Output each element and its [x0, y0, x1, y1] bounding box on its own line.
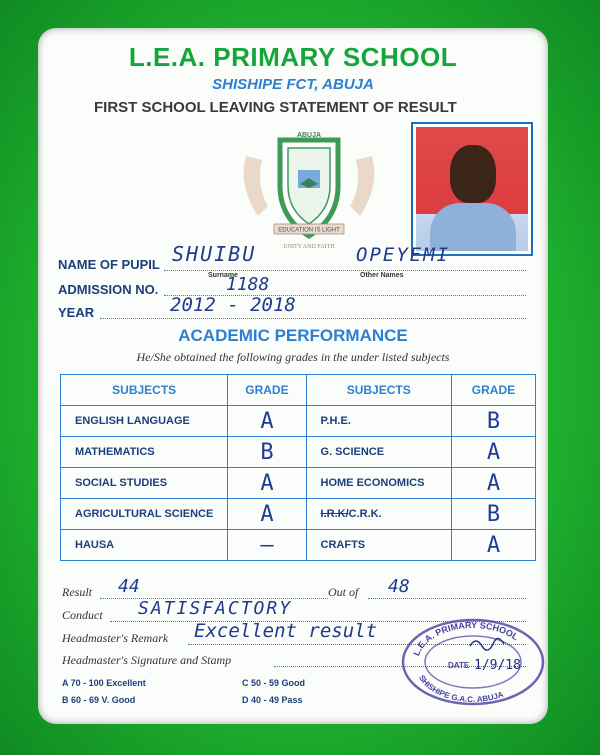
struck-subject: I.R.K/ [320, 508, 349, 520]
grade-cell: B [451, 406, 535, 437]
grade-cell: B [451, 499, 535, 530]
subject-cell: HOME ECONOMICS [306, 468, 451, 499]
subject-cell: AGRICULTURAL SCIENCE [61, 499, 228, 530]
admission-value: 1188 [226, 274, 270, 295]
signature-label: Headmaster's Signature and Stamp [62, 653, 232, 667]
svg-text:SHISHIPE G.A.C. ABUJA [417, 674, 505, 704]
school-location: SHISHIPE FCT, ABUJA [212, 76, 374, 93]
crest-motto: EDUCATION IS LIGHT [278, 227, 340, 234]
year-value: 2012 - 2018 [170, 294, 296, 316]
grade-cell: B [228, 437, 306, 468]
school-stamp [398, 616, 548, 708]
key-d: D 40 - 49 Pass [242, 695, 303, 705]
year-label: YEAR [58, 305, 95, 320]
svg-text:L.E.A. PRIMARY SCHOOL [411, 620, 520, 657]
admission-label: ADMISSION NO. [58, 282, 159, 297]
academic-heading: ACADEMIC PERFORMANCE [178, 326, 408, 345]
conduct-value: SATISFACTORY [138, 598, 293, 619]
name-label: NAME OF PUPIL [58, 257, 160, 272]
subject-cell: CRAFTS [306, 530, 451, 561]
stamp-ring-text: L.E.A. PRIMARY SCHOOL [411, 619, 521, 658]
col-grade-1: GRADE [228, 375, 306, 406]
subject-cell: SOCIAL STUDIES [61, 468, 228, 499]
result-label: Result [62, 585, 92, 599]
grade-cell: A [228, 406, 306, 437]
table-row [61, 406, 536, 437]
crest-sub-motto: UNITY AND FAITH [283, 244, 335, 250]
grade-cell: A [451, 468, 535, 499]
grade-cell: A [451, 437, 535, 468]
key-a: A 70 - 100 Excellent [62, 678, 146, 688]
table-row [61, 499, 536, 530]
grades-table [60, 374, 536, 561]
result-value: 44 [118, 576, 140, 597]
key-b: B 60 - 69 V. Good [62, 695, 136, 705]
subject-cell: G. SCIENCE [306, 437, 451, 468]
subject-cell: HAUSA [61, 530, 228, 561]
subject-text: C.R.K. [348, 508, 382, 520]
pupil-photo [411, 122, 533, 256]
subject-cell: ENGLISH LANGUAGE [61, 406, 228, 437]
grade-cell: A [228, 468, 306, 499]
other-names-caption: Other Names [360, 272, 404, 279]
grade-cell: A [228, 499, 306, 530]
table-row [61, 468, 536, 499]
out-of-line [368, 598, 526, 599]
grade-cell: A [451, 530, 535, 561]
school-crest [238, 126, 380, 254]
stamp-date-value: 1/9/18 [474, 658, 521, 673]
surname-value: SHUIBU [172, 242, 257, 266]
academic-subtitle: He/She obtained the following grades in the under listed subjects [136, 350, 450, 364]
out-of-value: 48 [388, 576, 410, 597]
statement-title: FIRST SCHOOL LEAVING STATEMENT OF RESULT [94, 99, 457, 116]
subject-cell: P.H.E. [306, 406, 451, 437]
col-subjects-2: SUBJECTS [306, 375, 451, 406]
other-names-value: OPEYEMI [356, 244, 451, 266]
subject-cell [306, 499, 451, 530]
name-line [164, 270, 526, 271]
certificate-card [38, 28, 548, 724]
school-name: L.E.A. PRIMARY SCHOOL [128, 42, 458, 72]
table-row [61, 437, 536, 468]
subject-cell: MATHEMATICS [61, 437, 228, 468]
grade-cell: — [228, 530, 306, 561]
remark-label: Headmaster's Remark [62, 631, 169, 645]
col-grade-2: GRADE [451, 375, 535, 406]
table-header-row [61, 375, 536, 406]
out-of-label: Out of [328, 585, 359, 599]
remark-value: Excellent result [194, 620, 378, 642]
crest-top-text: ABUJA [296, 132, 322, 139]
stamp-bottom-text: SHISHIPE G.A.C. ABUJA [417, 673, 505, 705]
year-line [100, 318, 526, 319]
table-row [61, 530, 536, 561]
stamp-date-label: DATE [448, 661, 470, 670]
conduct-label: Conduct [62, 608, 103, 622]
col-subjects-1: SUBJECTS [61, 375, 228, 406]
surname-caption: Surname [208, 272, 238, 279]
key-c: C 50 - 59 Good [242, 678, 306, 688]
